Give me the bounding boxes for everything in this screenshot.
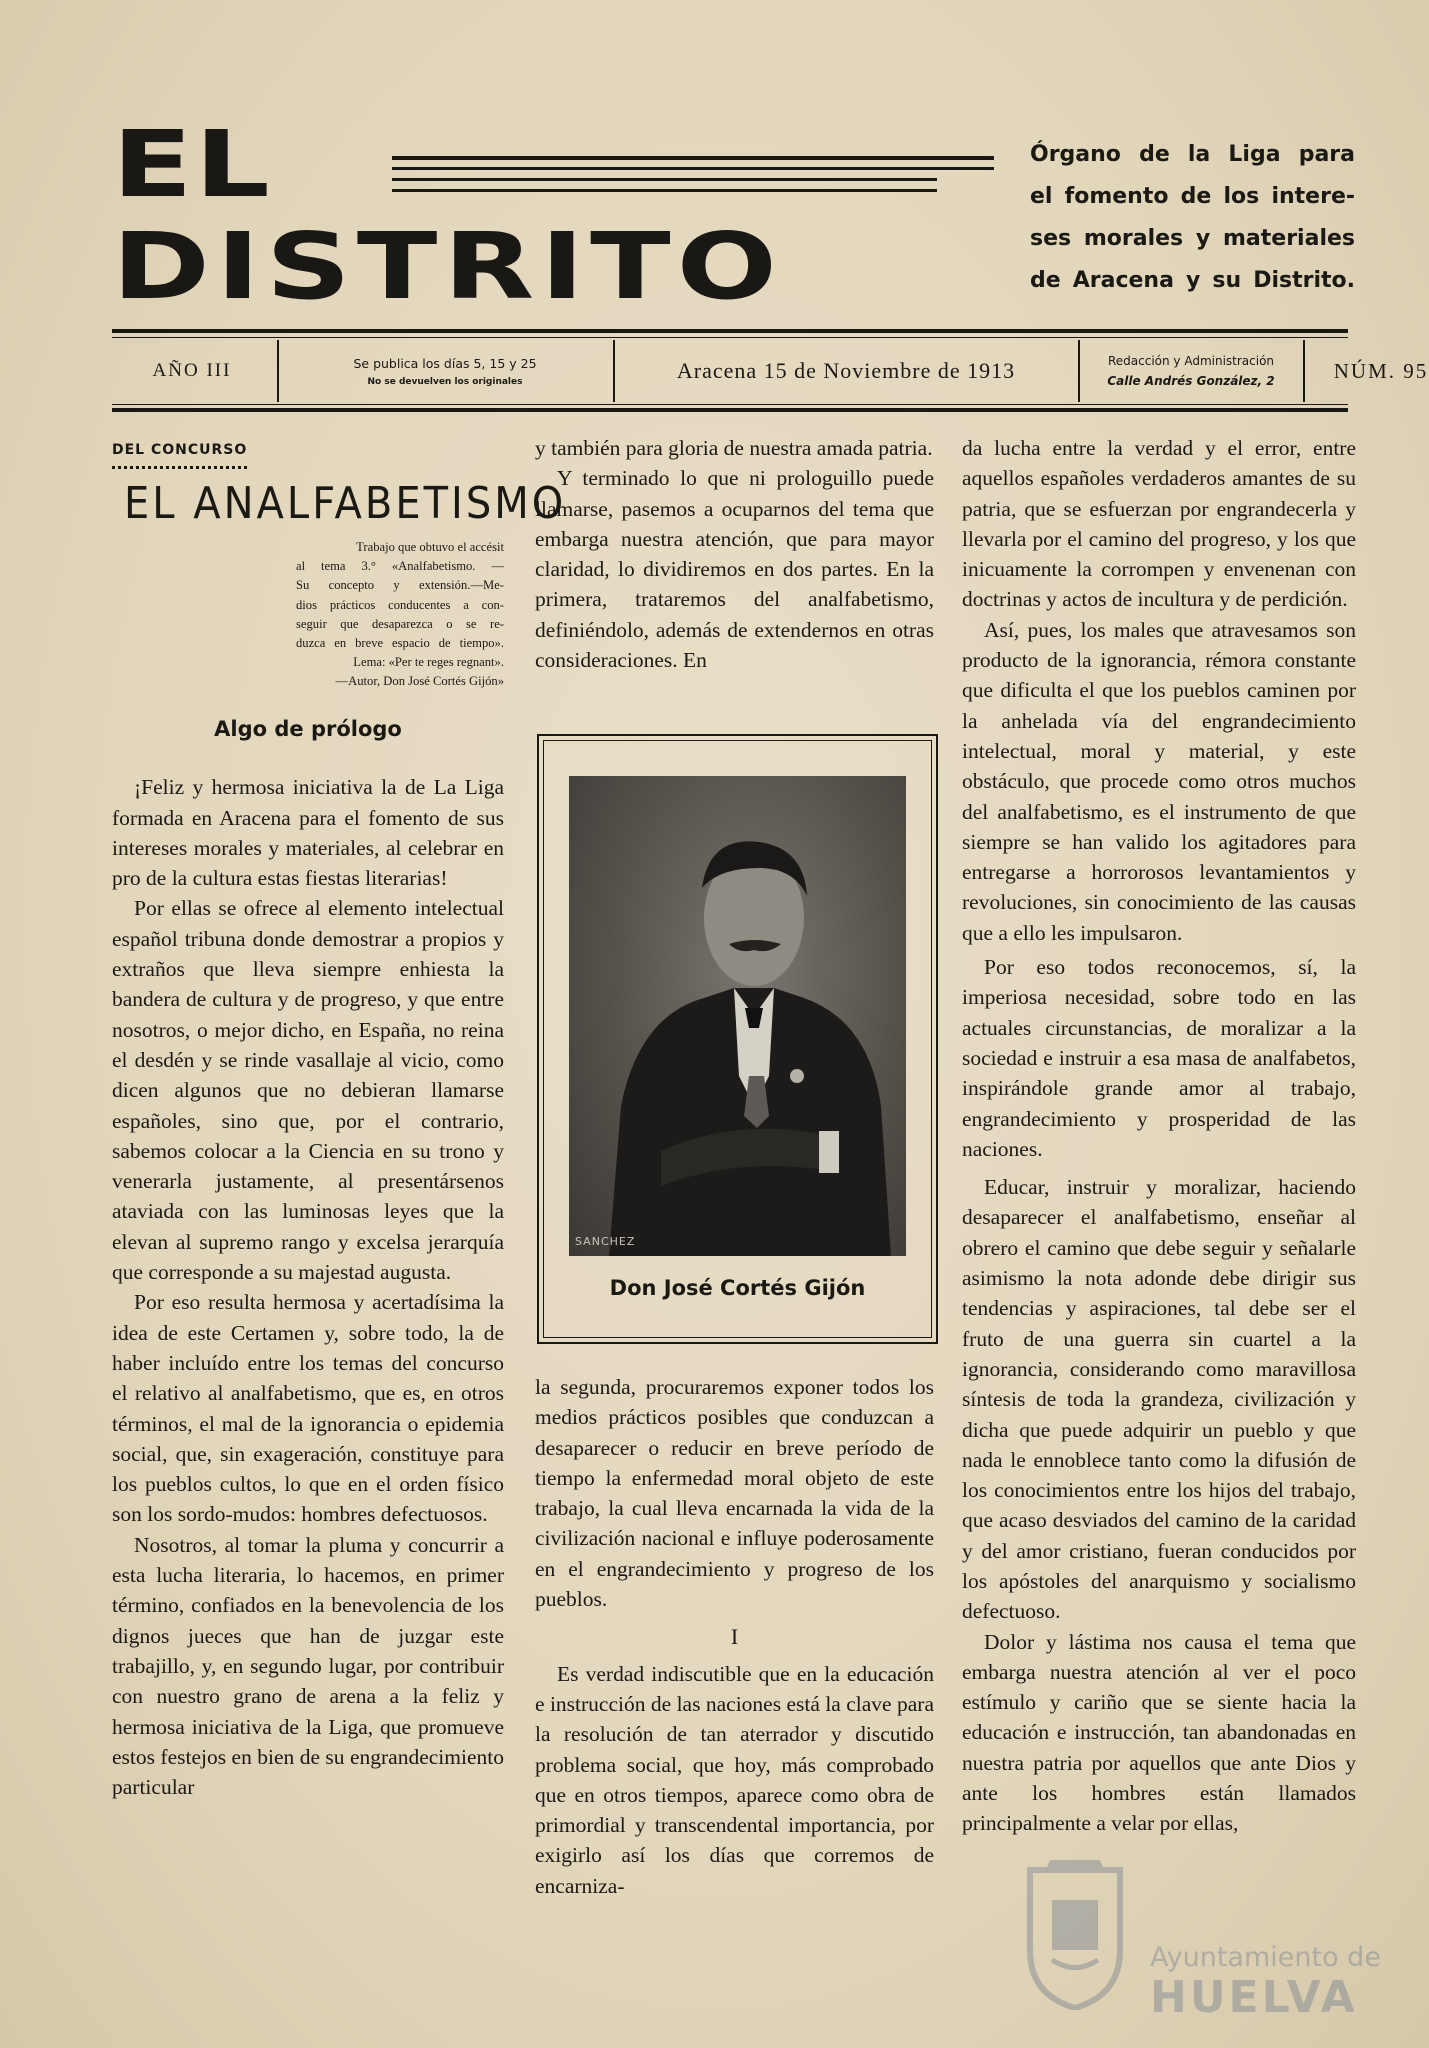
- section-heading: DEL CONCURSO: [112, 435, 247, 469]
- column-3: [962, 433, 1356, 1839]
- originals-notice: No se devuelven los originales: [367, 376, 523, 387]
- masthead-rule: [392, 156, 994, 160]
- photo-credit: SANCHEZ: [575, 1235, 636, 1248]
- info-separator: [1303, 340, 1305, 402]
- publication-schedule: [280, 336, 610, 406]
- epigraph-line: Trabajo que obtuvo el accésit: [356, 540, 504, 554]
- paragraph: ¡Feliz y hermosa iniciativa la de La Liga formada en Aracena para el fomento de sus intereses morales y materiales, al celebrar en pro de la cultura estas fiestas literarias!: [112, 775, 504, 891]
- subtitle-line: el fomento de los intere-: [1030, 184, 1355, 209]
- paragraph: Es verdad indiscutible que en la educación e instrucción de las naciones está la clave para la resolución de tan aterrador y discutido problema social, que hoy, más comprobado que en otros tiempos, aparece como obra de primordial y transcendental importancia, por exigirlo así los días que corremos de encarniza-: [535, 1661, 934, 1898]
- paragraph: Por eso resulta hermosa y acertadísima la idea de este Certamen y, sobre todo, la de haber incluído entre los temas del concurso el relativo al analfabetismo, que es, en otros términos, el mal de la ignorancia o epidemia social, que, sin exageración, constituye para los pueblos cultos, lo que en el orden físico son los sordo-mudos: hombres defectuosos.: [112, 1290, 504, 1527]
- subtitle-line: de Aracena y su Distrito.: [1030, 268, 1355, 293]
- rule: [112, 408, 1348, 412]
- epigraph-line: al tema 3.° «Analfabetismo. —: [296, 559, 504, 574]
- epigraph-line: dios prácticos conducentes a con-: [296, 597, 504, 612]
- issue-year: [112, 336, 272, 406]
- watermark-line1: Ayuntamiento de: [1150, 1942, 1381, 1973]
- column-1-body: [112, 714, 504, 1802]
- paragraph: Por eso todos reconocemos, sí, la imperiosa necesidad, sobre todo en las actuales circunstancias, de moralizar a la sociedad e instruir a esa masa de analfabetos, inspirándole grande amor al trabajo, engrandecimiento y prosperidad de las naciones.: [962, 955, 1356, 1161]
- issue-date: [616, 336, 1076, 406]
- paragraph: Dolor y lástima nos causa el tema que embarga nuestra atención al ver el poco estímulo y cariño que se siente hacia la educación e instrucción, tan abandonadas en nuestra patria por aquellos que ante Dios y ante los hombres están llamados principalmente a velar por ellas,: [962, 1629, 1356, 1836]
- masthead-title-el: EL: [112, 110, 272, 218]
- article-title: EL ANALFABETISMO: [124, 478, 567, 530]
- epigraph-line: seguir que desaparezca o se re-: [296, 616, 504, 631]
- epigraph-line: duzca en breve espacio de tiempo».: [296, 636, 504, 651]
- paragraph: Así, pues, los males que atravesamos son producto de la ignorancia, rémora constante que dificulta el que los pueblos caminen por la anhelada vía del engrandecimiento intelectual, moral y material, y este obstáculo, que procede como otros muchos del analfabetismo, es el instrumento de que siempre se han valido los agitadores para entregarse a horrorosos levantamientos y revoluciones, sin conocimiento de las causas que a ello les impulsaron.: [962, 617, 1356, 945]
- subtitle-line: ses morales y materiales: [1030, 226, 1355, 251]
- watermark-line2: HUELVA: [1150, 1972, 1358, 2023]
- masthead-title-distrito: DISTRITO: [112, 212, 783, 320]
- portrait-photo: [569, 776, 906, 1256]
- info-separator: [1078, 340, 1080, 402]
- info-separator: [277, 340, 279, 402]
- epigraph-line: Lema: «Per te reges regnant».: [353, 655, 504, 670]
- portrait-caption: Don José Cortés Gijón: [609, 1276, 866, 1300]
- portrait-frame: [537, 734, 938, 1344]
- epigraph-line: —Autor, Don José Cortés Gijón»: [335, 674, 504, 689]
- portrait-figure: [569, 776, 906, 1256]
- epigraph-line: Su concepto y extensión.—Me-: [296, 578, 504, 593]
- office-title: Redacción y Administración: [1107, 354, 1275, 368]
- paragraph: da lucha entre la verdad y el error, entre aquellos españoles verdaderos amantes de su patria, que se esfuerzan por engrandecerla y llevarla por el camino del progreso, y los que inicuamente la corrompen y envenenan con doctrinas y actos de incultura y de perdición.: [962, 436, 1356, 612]
- rule: [112, 329, 1348, 333]
- paragraph: Por ellas se ofrece al elemento intelectual español tribuna donde demostrar a propios y extraños que lleva siempre enhiesta la bandera de cultura y de progreso, y que entre nosotros, o mejor dicho, en España, no reina el desdén y se rinde vasallaje al vicio, como dicen algunos que no debieran llamarse españoles, sino que, por el contrario, sabemos colocar a la Ciencia en su trono y venerarla justamente, al presentársenos ataviada con las luminosas leyes que la elevan al supremo rango y excelsa jerarquía que corresponde a su majestad augusta.: [112, 896, 504, 1285]
- paragraph: la segunda, procuraremos exponer todos los medios prácticos posibles que conduzcan a desaparecer o reducir en breve período de tiempo la enfermedad moral objeto de este trabajo, la cual lleva encarnada la vida de la civilización nacional e influye poderosamente en el engrandecimiento y progreso de los pueblos.: [535, 1375, 934, 1612]
- paragraph: Y terminado lo que ni prologuillo puede llamarse, pasemos a ocuparnos del tema que embarga nuestra atención, que para mayor claridad, lo dividiremos en dos partes. En la primera, trataremos del analfabetismo, definiéndolo, además de extendernos en otras consideraciones. En: [535, 466, 934, 673]
- column-2-bottom: [535, 1372, 934, 1901]
- coat-of-arms-icon: [1020, 1850, 1130, 2010]
- section-numeral: I: [730, 1624, 739, 1650]
- editorial-office: [1081, 336, 1301, 406]
- masthead-rule: [392, 178, 937, 181]
- info-bar: [112, 336, 1429, 406]
- issue-number-text: NÚM. 95: [1333, 358, 1429, 383]
- archive-watermark: [1020, 1850, 1381, 2023]
- issue-date-text: Aracena 15 de Noviembre de 1913: [676, 358, 1016, 383]
- masthead-rule: [392, 167, 994, 170]
- publication-days: Se publica los días 5, 15 y 25: [353, 355, 537, 371]
- column-1: [112, 432, 567, 530]
- epigraph: [296, 538, 504, 692]
- office-address: Calle Andrés González, 2: [1107, 374, 1275, 388]
- masthead-rule: [392, 189, 937, 192]
- paragraph: y también para gloria de nuestra amada patria.: [535, 436, 933, 460]
- issue-number: [1306, 336, 1429, 406]
- masthead-subtitle: [1030, 134, 1355, 302]
- subheading: Algo de prólogo: [214, 717, 402, 741]
- issue-year-text: AÑO III: [152, 360, 232, 381]
- paragraph: Educar, instruir y moralizar, haciendo desaparecer el analfabetismo, enseñar al obrero el camino que debe seguir y señalarle asimismo la nota adonde debe dirigir sus tendencias y aspiraciones, tal debe ser el fruto de una guerra sin cuartel a la ignorancia, considerando como maravillosa síntesis de toda la grandeza, civilización y dicha que puede adquirir un pueblo y que nada le ennoblece tanto como la difusión de los conocimientos entre los hijos del trabajo, que acaso desviados del camino de la caridad y del amor cristiano, fueran conducidos por los apóstoles del anarquismo y socialismo defectuoso.: [962, 1175, 1356, 1624]
- masthead: [112, 110, 1032, 328]
- subtitle-line: Órgano de la Liga para: [1030, 142, 1355, 167]
- info-separator: [613, 340, 615, 402]
- paragraph: Nosotros, al tomar la pluma y concurrir a esta lucha literaria, lo hacemos, en primer término, confiados en la benevolencia de los dignos jueces que han de juzgar este trabajillo, y, en segundo lugar, por contribuir con nuestro grano de arena a la feliz y hermosa iniciativa de la Liga, que promueve estos festejos en bien de su engrandecimiento particular: [112, 1532, 504, 1800]
- column-2-top: [535, 433, 934, 675]
